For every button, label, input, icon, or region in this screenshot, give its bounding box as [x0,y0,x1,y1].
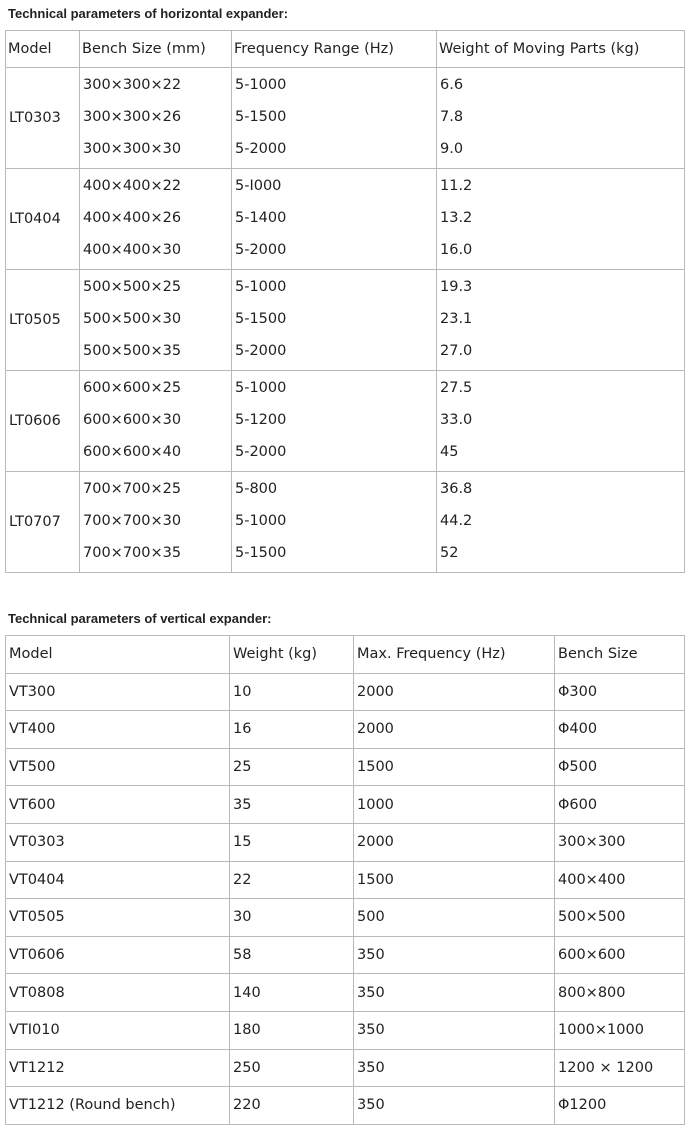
table-cell: VT0404 [6,861,230,899]
cell-value: 5-1000 [235,279,287,296]
table-cell: VT500 [6,748,230,786]
table-cell: VT400 [6,711,230,749]
table-row [6,936,685,974]
cell-value: 45 [440,443,459,460]
table-cell: Φ500 [555,748,685,786]
table-cell: VTI010 [6,1011,230,1049]
table-cell: Φ400 [555,711,685,749]
cell-value: 5-1500 [235,544,287,561]
table-cell: 500×500 [555,899,685,937]
table-cell: VT0505 [6,899,230,937]
table-row [6,68,685,169]
cell-value: 36.8 [440,481,473,498]
cell-value: 700×700×30 [83,513,182,530]
cell-value: 27.5 [440,380,473,397]
table-cell: VT0808 [6,974,230,1012]
table-cell: 180 [230,1011,354,1049]
cell-value: 33.0 [440,412,473,429]
value-cell [437,270,685,371]
table-cell: 250 [230,1049,354,1087]
table-cell: 35 [230,786,354,824]
table-cell: 15 [230,823,354,861]
table-cell: VT0606 [6,936,230,974]
table-row [6,1011,685,1049]
table-cell: 140 [230,974,354,1012]
table-row [6,1087,685,1125]
horizontal-expander-table [5,30,685,573]
value-cell [437,169,685,270]
table-row [6,673,685,711]
cell-value: 11.2 [440,178,473,195]
model-cell: LT0303 [6,68,80,169]
value-cell [437,472,685,573]
cell-value: 700×700×35 [83,544,182,561]
cell-value: 600×600×30 [83,412,182,429]
table-cell: 1000×1000 [555,1011,685,1049]
table-cell: Φ1200 [555,1087,685,1125]
cell-value: 600×600×25 [83,380,182,397]
cell-value: 19.3 [440,279,473,296]
cell-value: 300×300×30 [83,140,182,157]
table-row [6,371,685,472]
model-cell: LT0606 [6,371,80,472]
column-header: Weight of Moving Parts (kg) [437,31,685,68]
table-cell: 1500 [354,748,555,786]
table-cell: 350 [354,1011,555,1049]
cell-value: 23.1 [440,311,473,328]
column-header: Bench Size [555,636,685,674]
cell-value: 5-2000 [235,443,287,460]
table-row [6,711,685,749]
cell-value: 6.6 [440,77,464,94]
table-cell: 220 [230,1087,354,1125]
value-cell [80,169,232,270]
cell-value: 5-2000 [235,342,287,359]
table-row [6,823,685,861]
vertical-expander-heading: Technical parameters of vertical expander: [8,611,272,626]
cell-value: 5-1000 [235,513,287,530]
table-cell: 30 [230,899,354,937]
table-cell: VT600 [6,786,230,824]
cell-value: 5-800 [235,481,278,498]
table-cell: 350 [354,974,555,1012]
column-header: Max. Frequency (Hz) [354,636,555,674]
cell-value: 500×500×30 [83,311,182,328]
table-cell: 1000 [354,786,555,824]
table-row [6,169,685,270]
table-cell: 2000 [354,673,555,711]
horizontal-expander-heading: Technical parameters of horizontal expander: [8,6,289,21]
column-header: Bench Size (mm) [80,31,232,68]
table-cell: 2000 [354,823,555,861]
cell-value: 500×500×35 [83,342,182,359]
cell-value: 300×300×26 [83,109,182,126]
table-row [6,472,685,573]
model-cell: LT0404 [6,169,80,270]
table-cell: 800×800 [555,974,685,1012]
table-cell: 58 [230,936,354,974]
value-cell [232,68,437,169]
cell-value: 27.0 [440,342,473,359]
cell-value: 400×400×30 [83,241,182,258]
value-cell [80,270,232,371]
cell-value: 5-2000 [235,241,287,258]
table-cell: 10 [230,673,354,711]
table-row [6,899,685,937]
table-row [6,786,685,824]
column-header: Weight (kg) [230,636,354,674]
cell-value: 600×600×40 [83,443,182,460]
cell-value: 300×300×22 [83,77,182,94]
table-cell: Φ300 [555,673,685,711]
cell-value: 500×500×25 [83,279,182,296]
table-cell: VT0303 [6,823,230,861]
cell-value: 5-1500 [235,109,287,126]
table-row [6,1049,685,1087]
cell-value: 5-1200 [235,412,287,429]
cell-value: 13.2 [440,210,473,227]
value-cell [437,371,685,472]
table-cell: 350 [354,1087,555,1125]
column-header: Frequency Range (Hz) [232,31,437,68]
value-cell [80,371,232,472]
table-cell: 1200 × 1200 [555,1049,685,1087]
cell-value: 7.8 [440,109,464,126]
table-header-row [6,31,685,68]
model-cell: LT0505 [6,270,80,371]
table-cell: 22 [230,861,354,899]
table-cell: 25 [230,748,354,786]
cell-value: 400×400×22 [83,178,182,195]
value-cell [232,169,437,270]
table-row [6,748,685,786]
table-cell: Φ600 [555,786,685,824]
column-header: Model [6,31,80,68]
cell-value: 700×700×25 [83,481,182,498]
cell-value: 44.2 [440,513,473,530]
column-header: Model [6,636,230,674]
cell-value: 5-1400 [235,210,287,227]
table-cell: 400×400 [555,861,685,899]
table-cell: 2000 [354,711,555,749]
table-cell: VT1212 [6,1049,230,1087]
value-cell [437,68,685,169]
model-cell: LT0707 [6,472,80,573]
cell-value: 5-1000 [235,77,287,94]
table-cell: 350 [354,1049,555,1087]
cell-value: 400×400×26 [83,210,182,227]
cell-value: 5-1000 [235,380,287,397]
table-cell: 16 [230,711,354,749]
cell-value: 5-I000 [235,178,282,195]
vertical-expander-table [5,635,685,1125]
table-row [6,974,685,1012]
value-cell [232,371,437,472]
cell-value: 5-2000 [235,140,287,157]
cell-value: 16.0 [440,241,473,258]
table-cell: 1500 [354,861,555,899]
table-cell: VT1212 (Round bench) [6,1087,230,1125]
table-cell: 600×600 [555,936,685,974]
table-cell: 350 [354,936,555,974]
table-cell: VT300 [6,673,230,711]
value-cell [232,472,437,573]
cell-value: 52 [440,544,459,561]
cell-value: 9.0 [440,140,464,157]
value-cell [232,270,437,371]
table-header-row [6,636,685,674]
value-cell [80,68,232,169]
table-row [6,861,685,899]
table-row [6,270,685,371]
table-cell: 500 [354,899,555,937]
value-cell [80,472,232,573]
table-cell: 300×300 [555,823,685,861]
cell-value: 5-1500 [235,311,287,328]
